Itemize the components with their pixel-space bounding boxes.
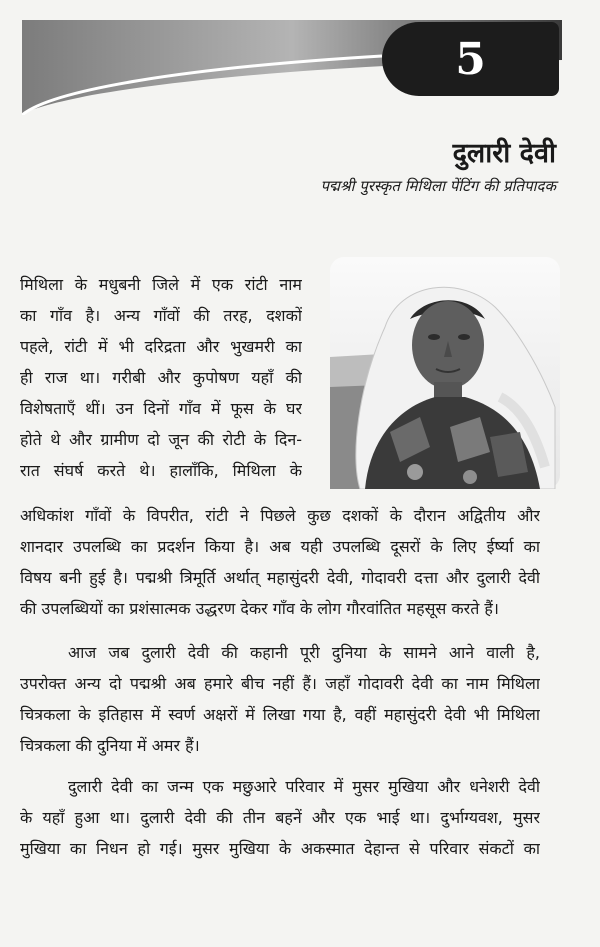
paragraph-1-rest	[20, 500, 540, 624]
text-line: रात संघर्ष करते थे। हालाँकि, मिथिला के	[20, 461, 302, 480]
text-line: पहले, रांटी में भी दरिद्रता और भुखमरी का	[20, 337, 302, 356]
text-line: ही राज था। गरीबी और कुपोषण यहाँ की	[20, 368, 302, 387]
page-title: दुलारी देवी	[452, 138, 556, 169]
paragraph-1-wrapped	[20, 269, 302, 486]
text-line: मिथिला के मधुबनी जिले में एक रांटी नाम	[20, 275, 302, 294]
text-line: अधिकांश गाँवों के विपरीत, रांटी ने पिछले कुछ दशकों के दौरान अद्वितीय और	[20, 506, 540, 525]
text-line: आज जब दुलारी देवी की कहानी पूरी दुनिया के सामने आने वाली है,	[68, 643, 540, 662]
text-line: का गाँव है। अन्य गाँवों की तरह, दशकों	[20, 306, 302, 325]
paragraph-3	[20, 771, 540, 864]
text-line: विषय बनी हुई है। पद्मश्री त्रिमूर्ति अर्थात् महासुंदरी देवी, गोदावरी दत्ता और दुलारी देवी	[20, 568, 540, 587]
text-line: मुखिया का निधन हो गई। मुसर मुखिया के अकस्मात देहान्त से परिवार संकटों का	[20, 839, 540, 858]
paragraph-2	[20, 637, 540, 761]
text-line: चित्रकला की दुनिया में अमर हैं।	[20, 736, 200, 755]
text-line: दुलारी देवी का जन्म एक मछुआरे परिवार में मुसर मुखिया और धनेशरी देवी	[68, 777, 540, 796]
text-line: होते थे और ग्रामीण दो जून की रोटी के दिन-	[20, 430, 302, 449]
chapter-badge	[382, 22, 559, 96]
text-line: की उपलब्धियों का प्रशंसात्मक उद्धरण देकर गाँव के लोग गौरवांतित महसूस करते हैं।	[20, 599, 499, 618]
text-line: विशेषताएँ थीं। उन दिनों गाँव में फूस के घर	[20, 399, 302, 418]
chapter-number: 5	[455, 33, 486, 85]
page-subtitle: पद्मश्री पुरस्कृत मिथिला पेंटिंग की प्रतिपादक	[320, 177, 556, 195]
text-line: उपरोक्त अन्य दो पद्मश्री अब हमारे बीच नहीं हैं। जहाँ गोदावरी देवी का नाम मिथिला	[20, 674, 540, 693]
text-line: के यहाँ हुआ था। दुलारी देवी की तीन बहनें और एक भाई था। दुर्भाग्यवश, मुसर	[20, 808, 540, 827]
text-line: चित्रकला के इतिहास में स्वर्ण अक्षरों में लिखा गया है, वहीं महासुंदरी देवी भी मिथिला	[20, 705, 540, 724]
portrait-photo-icon	[330, 257, 560, 489]
text-line: शानदार उपलब्धि का प्रदर्शन किया है। अब यही उपलब्धि दूसरों के लिए ईर्ष्या का	[20, 537, 540, 556]
